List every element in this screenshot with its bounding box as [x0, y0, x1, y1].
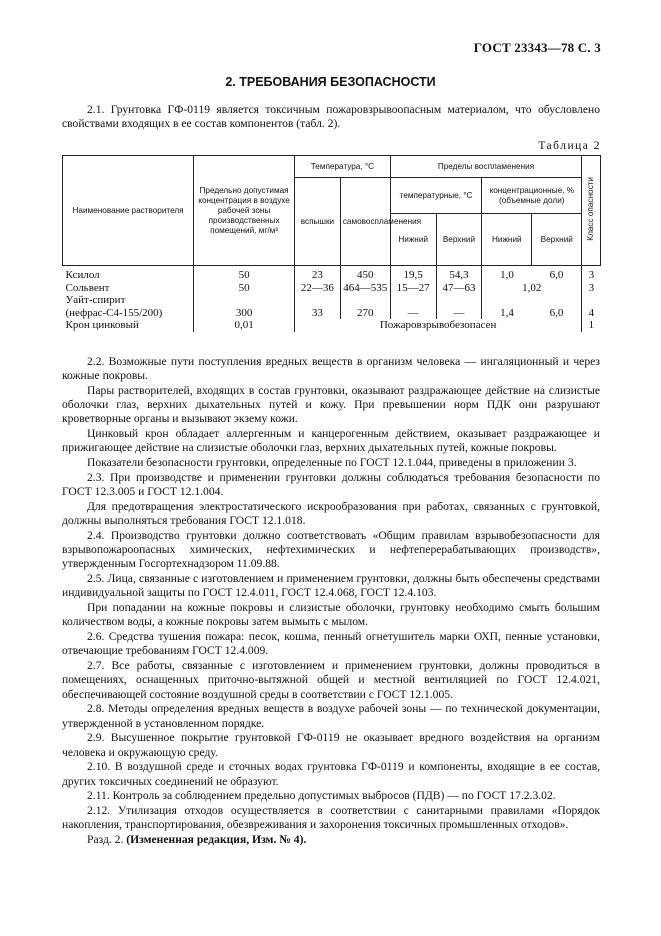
- th-conc-upper: Верхний: [532, 214, 582, 266]
- section-title: 2. ТРЕБОВАНИЯ БЕЗОПАСНОСТИ: [225, 75, 436, 89]
- cell-merged: Пожаровзрывобезопасен: [295, 319, 582, 332]
- paragraph: Пары растворителей, входящих в состав грунтовки, оказывают раздражающее действие на слизистые оболочки глаз, верхних дыхательных путей и кожу. При превышении норм ПДК они разрушают кроветворные органы и вызывают экзему кожи.: [62, 384, 600, 426]
- th-autoignition: самовоспламенения: [340, 178, 390, 266]
- hazard-class-label: Класс опасности: [586, 177, 596, 241]
- table-caption: Таблица 2: [538, 140, 601, 152]
- cell-c-low: 1,4: [500, 306, 514, 319]
- paragraph: 2.4. Производство грунтовки должно соответствовать «Общим правилам взрывобезопасности для взрывопожароопасных химических, нефтехимических и нефтеперерабатывающих производств», утвержденным Госгортехнадзором 11.09.88.: [62, 529, 600, 571]
- cell-t-low: 19,5: [390, 266, 436, 282]
- cell-hazard: 3: [588, 281, 595, 294]
- cell-c-low: 1,0: [500, 269, 514, 281]
- cell-name: [63, 294, 194, 319]
- paragraph: Цинковый крон обладает аллергенным и канцерогенным действием, оказывает раздражающее и прижигающее действие на слизистые оболочки глаз, верхних дыхательных путей, кожные покровы.: [62, 427, 600, 455]
- th-temp-lower: Нижний: [390, 214, 436, 266]
- table-row: [63, 266, 601, 282]
- paragraph: Для предотвращения электростатического искрообразования при работах, связанных с грунтовкой, должны выполняться требования ГОСТ 12.1.018.: [62, 500, 600, 528]
- cell-autoign: 270: [340, 294, 390, 319]
- paragraph: 2.3. При производстве и применении грунтовки должны соблюдаться требования безопасности по ГОСТ 12.3.005 и ГОСТ 12.1.004.: [62, 471, 600, 499]
- cell-flash: 23: [295, 266, 341, 282]
- cell-t-up: 54,3: [436, 266, 482, 282]
- th-pdk: Предельно допустимая концентрация в воздухе рабочей зоны производственных помещений, мг/м³: [194, 156, 295, 266]
- cell-flash: 22—36: [295, 282, 341, 295]
- cell-name-line1: Уайт-спирит: [65, 294, 126, 306]
- cell-pdk: 50: [194, 266, 295, 282]
- table-row: [63, 282, 601, 295]
- paragraph: 2.2. Возможные пути поступления вредных веществ в организм человека — ингаляционный и через кожные покровы.: [62, 355, 600, 383]
- th-ignition-limits: Пределы воспламенения: [390, 156, 581, 178]
- th-temp-upper: Верхний: [436, 214, 482, 266]
- cell-hazard: 4: [588, 306, 595, 319]
- amendment-note: [62, 833, 600, 847]
- paragraph: 2.5. Лица, связанные с изготовлением и применением грунтовки, должны быть обеспечены средствами индивидуальной защиты по ГОСТ 12.4.011, ГОСТ 12.4.068, ГОСТ 12.4.103.: [62, 572, 600, 600]
- table-row: [63, 294, 601, 319]
- cell-pdk: 0,01: [194, 319, 295, 332]
- cell-t-up: 47—63: [436, 282, 482, 295]
- cell-name: Ксилол: [63, 266, 194, 282]
- cell-hazard: 1: [588, 319, 595, 331]
- th-name: Наименование растворителя: [63, 156, 194, 266]
- cell-t-low: —: [390, 294, 436, 319]
- th-hazard-class: [582, 156, 601, 266]
- cell-hazard: 3: [588, 269, 595, 281]
- paragraph: 2.8. Методы определения вредных веществ в воздухе рабочей зоны — по технической документации, утвержденной в установленном порядке.: [62, 702, 600, 730]
- cell-c-merged: 1,02: [482, 282, 582, 295]
- cell-t-low: 15—27: [390, 282, 436, 295]
- paragraph: 2.12. Утилизация отходов осуществляется в соответствии с санитарными правилами «Порядок накопления, транспортирования, обезвреживания и захоронения токсичных промышленных отходов».: [62, 804, 600, 832]
- amendment-prefix: Разд. 2.: [87, 833, 127, 847]
- body-paragraphs: [62, 355, 600, 848]
- cell-name: Крон цинковый: [63, 319, 194, 332]
- th-conc-lower: Нижний: [482, 214, 532, 266]
- paragraph: 2.6. Средства тушения пожара: песок, кошма, пенный огнетушитель марки ОХП, пенные установки, отвечающие требованиям ГОСТ 12.4.009.: [62, 630, 600, 658]
- paragraph: 2.11. Контроль за соблюдением предельно допустимых выбросов (ПДВ) — по ГОСТ 17.2.3.02.: [87, 789, 556, 803]
- paragraph: При попадании на кожные покровы и слизистые оболочки, грунтовку необходимо смыть большим количеством воды, а кожные покровы затем вымыть с мылом.: [62, 601, 600, 629]
- cell-pdk: 50: [194, 282, 295, 295]
- cell-autoign: 464—535: [340, 282, 390, 295]
- cell-t-up: —: [436, 294, 482, 319]
- cell-name-line2: (нефрас-С4-155/200): [65, 306, 163, 319]
- th-flash: вспышки: [295, 178, 341, 266]
- cell-autoign: 450: [340, 266, 390, 282]
- amendment-bold: (Измененная редакция, Изм. № 4).: [126, 833, 307, 847]
- th-temperature: Температура, °С: [295, 156, 391, 178]
- solvents-table: [62, 155, 601, 332]
- page-header: ГОСТ 23343—78 С. 3: [473, 40, 601, 55]
- cell-name: Сольвент: [63, 282, 194, 295]
- paragraph: 2.10. В воздушной среде и сточных водах грунтовка ГФ-0119 и компоненты, входящие в ее состав, других токсичных соединений не образуют.: [62, 760, 600, 788]
- cell-flash: 33: [295, 294, 341, 319]
- intro-paragraph: [62, 103, 600, 131]
- th-conc-limits: концентрационные, % (объемные доли): [482, 178, 582, 214]
- cell-pdk: 300: [194, 294, 295, 319]
- cell-c-up: 6,0: [532, 266, 582, 282]
- paragraph: Показатели безопасности грунтовки, определенные по ГОСТ 12.1.044, приведены в приложении 3.: [87, 456, 577, 470]
- paragraph: 2.7. Все работы, связанные с изготовлением и применением грунтовки, должны проводиться в помещениях, оснащенных приточно-вытяжной общей и местной вентиляцией по ГОСТ 12.4.021, обеспечивающей состояние воздушной среды в соответствии с ГОСТ 12.1.005.: [62, 659, 600, 701]
- th-temp-limits: температурные, °С: [390, 178, 482, 214]
- table-row: [63, 319, 601, 332]
- cell-c-up: 6,0: [532, 294, 582, 319]
- paragraph-2-1: 2.1. Грунтовка ГФ-0119 является токсичным пожаровзрывоопасным материалом, что обусловлено свойствами входящих в ее состав компонентов (табл. 2).: [62, 103, 600, 131]
- paragraph: 2.9. Высушенное покрытие грунтовкой ГФ-0119 не оказывает вредного воздействия на организм человека и окружающую среду.: [62, 731, 600, 759]
